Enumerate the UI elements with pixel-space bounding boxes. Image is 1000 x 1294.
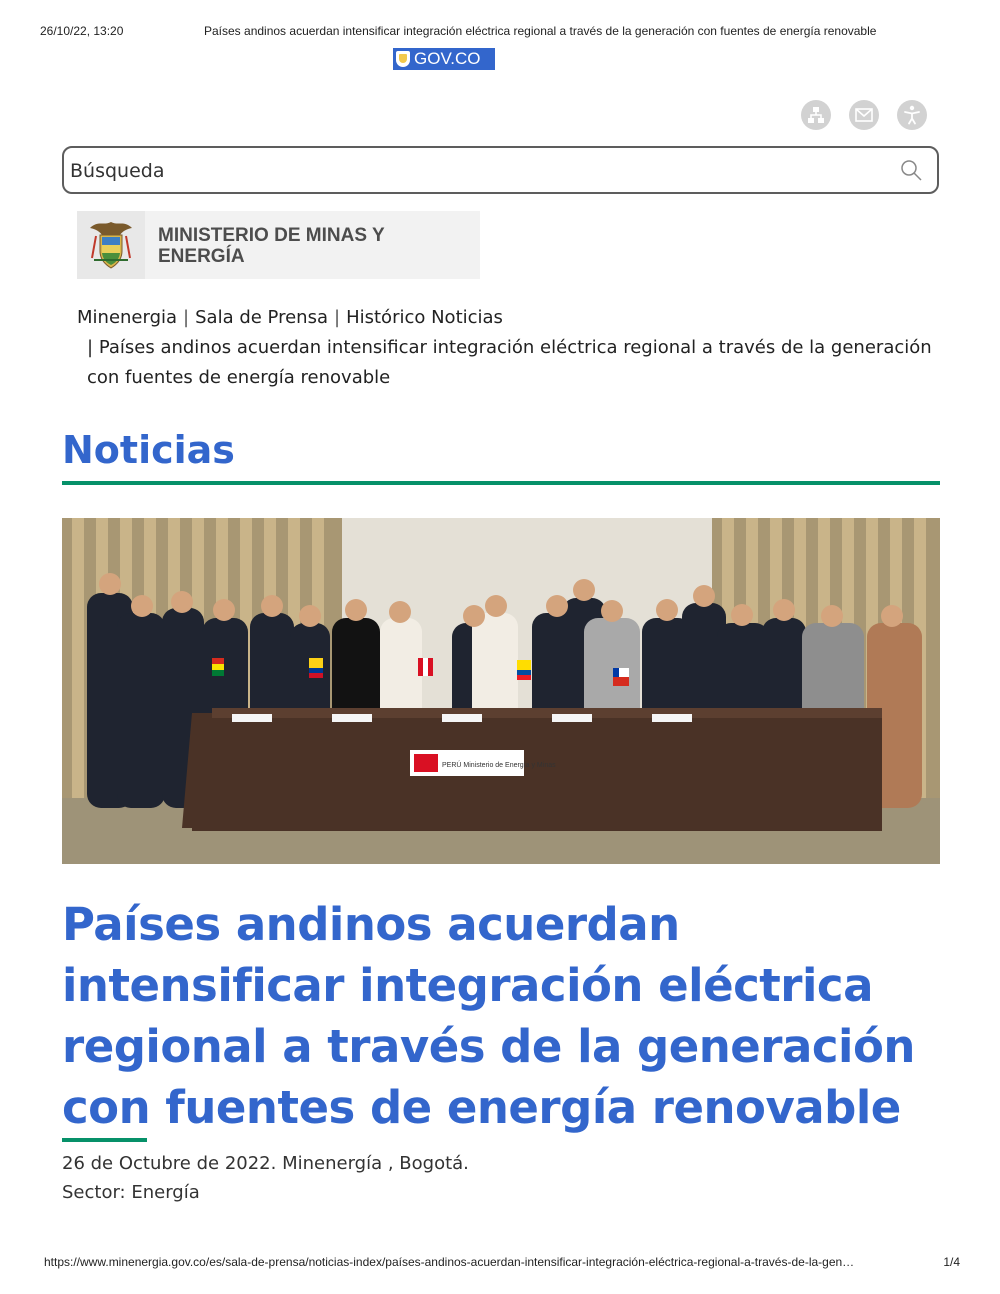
- page-number: 1/4: [943, 1255, 960, 1269]
- article-photo: [62, 518, 940, 864]
- gov-co-logo[interactable]: [393, 48, 495, 70]
- search-bar: [62, 146, 939, 194]
- accessibility-icon[interactable]: [897, 100, 927, 130]
- section-title: Noticias: [62, 428, 235, 472]
- title-underline: [62, 1138, 147, 1142]
- print-title: Países andinos acuerdan intensificar integración eléctrica regional a través de la generación con fuentes de energía renovable: [204, 24, 877, 38]
- photo-banner-text: PERÚ Ministerio de Energía y Minas: [442, 762, 556, 769]
- breadcrumb: [77, 303, 937, 393]
- article-title: Países andinos acuerdan intensificar integración eléctrica regional a través de la generación con fuentes de energía renovable: [62, 898, 915, 1134]
- colombia-crest-icon: [77, 211, 145, 279]
- top-icons: [801, 100, 927, 130]
- section-divider: [62, 481, 940, 485]
- breadcrumb-separator: |: [183, 307, 190, 328]
- print-footer: [44, 1255, 960, 1271]
- breadcrumb-separator: |: [334, 307, 341, 328]
- article-sector: Sector: Energía: [62, 1182, 200, 1203]
- ministry-name: MINISTERIO DE MINAS Y ENERGÍA: [158, 225, 385, 267]
- gov-co-label: GOV.CO: [414, 49, 481, 68]
- mail-icon[interactable]: [849, 100, 879, 130]
- breadcrumb-historico-noticias[interactable]: Histórico Noticias: [346, 307, 503, 328]
- search-icon[interactable]: [899, 158, 923, 186]
- ministry-logo[interactable]: [77, 211, 480, 279]
- article-dateline: 26 de Octubre de 2022. Minenergía , Bogotá.: [62, 1153, 469, 1174]
- print-header: [40, 24, 960, 40]
- sitemap-icon[interactable]: [801, 100, 831, 130]
- article-meta: [62, 1149, 469, 1207]
- breadcrumb-separator: |: [87, 337, 94, 358]
- print-date: 26/10/22, 13:20: [40, 24, 124, 38]
- breadcrumb-current: [77, 333, 937, 393]
- breadcrumb-minenergia[interactable]: Minenergia: [77, 307, 178, 328]
- breadcrumb-sala-de-prensa[interactable]: Sala de Prensa: [195, 307, 328, 328]
- breadcrumb-current-label: Países andinos acuerdan intensificar integración eléctrica regional a través de la generación con fuentes de energía renovable: [87, 337, 932, 388]
- search-input[interactable]: [68, 156, 872, 186]
- print-url: https://www.minenergia.gov.co/es/sala-de-prensa/noticias-index/países-andinos-acuerdan-intensificar-integración-eléctrica-regional-a-través-de-la-gen…: [44, 1255, 855, 1269]
- gov-shield-icon: [396, 51, 410, 67]
